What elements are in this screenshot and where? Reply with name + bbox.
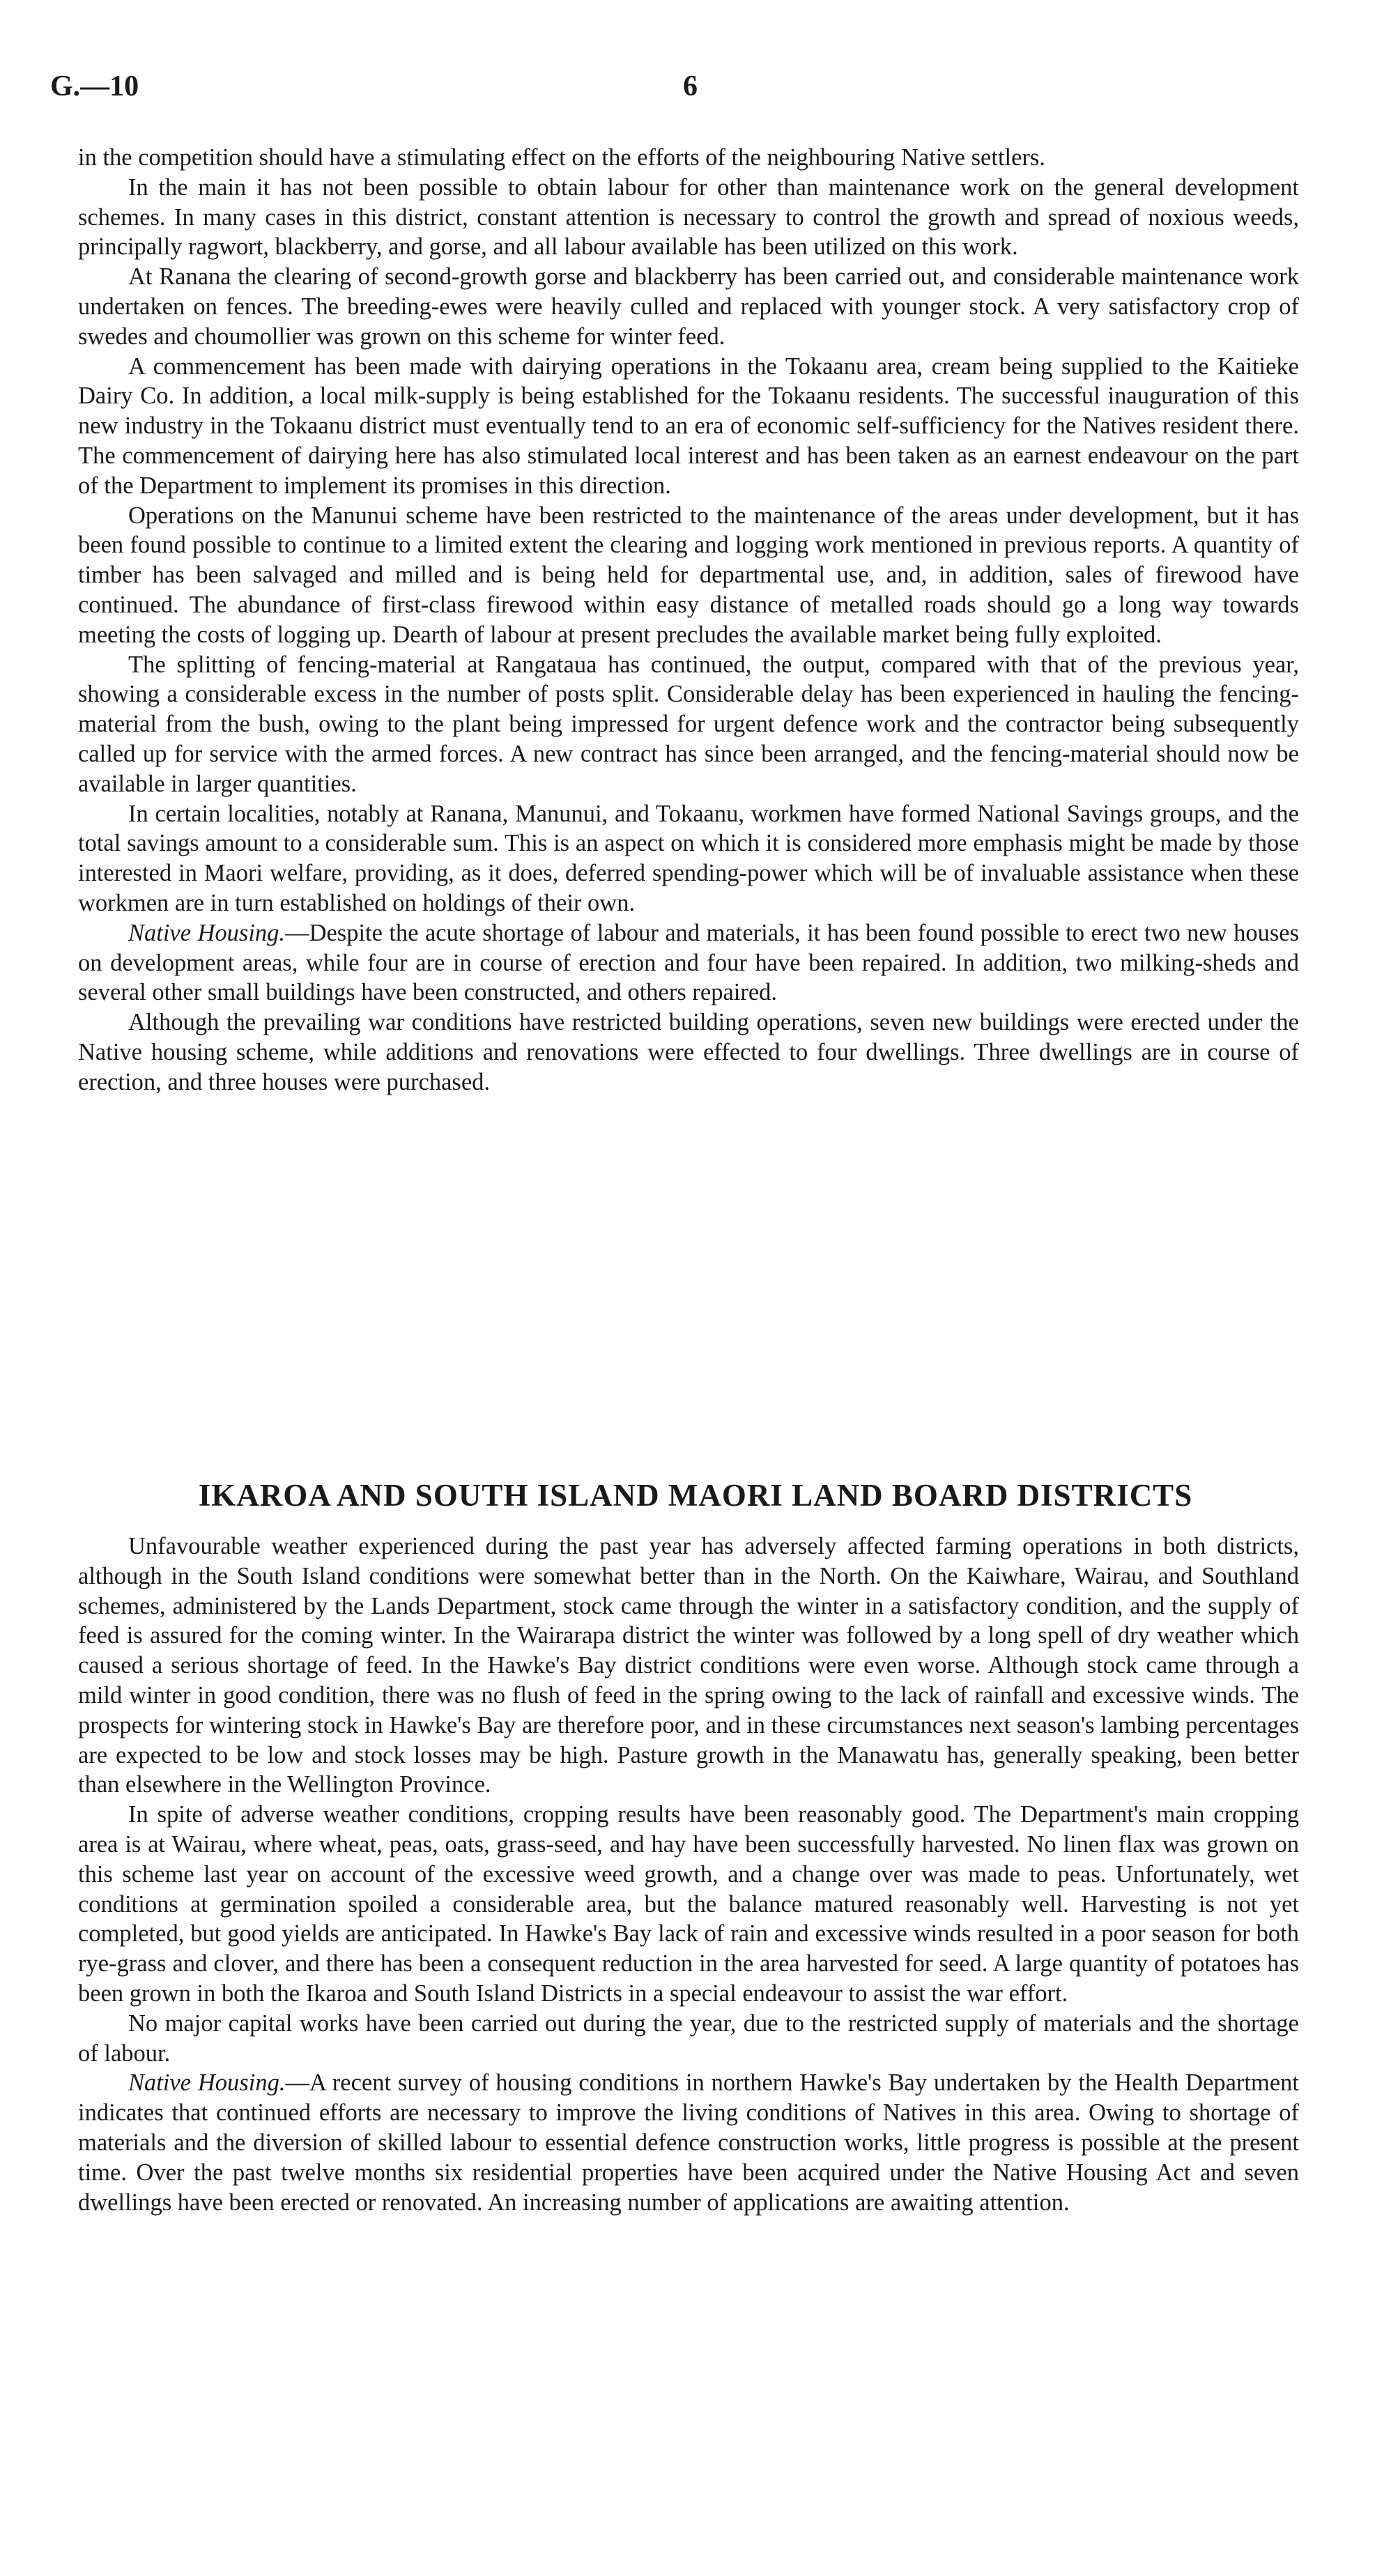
page-header — [50, 70, 1341, 111]
section-heading: IKAROA AND SOUTH ISLAND MAORI LAND BOARD DISTRICTS — [198, 1478, 1193, 1513]
section-ikaroa-south-island — [78, 1532, 1299, 2217]
paragraph: Operations on the Manunui scheme have been restricted to the maintenance of the areas under development, but it has been found possible to continue to a limited extent the clearing and logging work mentioned in previous reports. A quantity of timber has been salvaged and milled and is being held for departmental use, and, in addition, sales of firewood have continued. The abundance of first-class firewood within easy distance of metalled roads should go a long way towards meeting the costs of logging up. Dearth of labour at present precludes the available market being fully exploited. — [78, 502, 1299, 648]
paragraph: Unfavourable weather experienced during the past year has adversely affected farming operations in both districts, although in the South Island conditions were somewhat better than in the North. On the Kaiwhare, Wairau, and Southland schemes, administered by the Lands Department, stock came through the winter in a satisfactory condition, and the supply of feed is assured for the coming winter. In the Wairarapa district the winter was followed by a long spell of dry weather which caused a serious shortage of feed. In the Hawke's Bay district conditions were even worse. Although stock came through a mild winter in good condition, there was no flush of feed in the spring owing to the lack of rainfall and excessive winds. The prospects for wintering stock in Hawke's Bay are therefore poor, and in these circumstances next season's lambing percentages are expected to be low and stock losses may be high. Pasture growth in the Manawatu has, generally speaking, been better than elsewhere in the Wellington Province. — [78, 1533, 1299, 1798]
paragraph: At Ranana the clearing of second-growth gorse and blackberry has been carried out, and considerable maintenance work undertaken on fences. The breeding-ewes were heavily culled and replaced with younger stock. A very satisfactory crop of swedes and choumollier was grown on this scheme for winter feed. — [78, 263, 1299, 350]
paragraph: In the main it has not been possible to obtain labour for other than maintenance work on the general development schemes. In many cases in this district, constant attention is necessary to control the growth and spread of noxious weeds, principally ragwort, blackberry, and gorse, and all labour available has been utilized on this work. — [78, 173, 1299, 261]
paragraph: In certain localities, notably at Ranana, Manunui, and Tokaanu, workmen have formed National Savings groups, and the total savings amount to a considerable sum. This is an aspect on which it is considered more emphasis might be made by those interested in Maori welfare, providing, as it does, deferred spending-power which will be of invaluable assistance when these workmen are in turn established on holdings of their own. — [78, 800, 1299, 916]
run-in-heading: Native Housing. — [128, 919, 286, 946]
paragraph-native-housing: Native Housing.—Despite the acute shortage of labour and materials, it has been found possible to erect two new houses on development areas, while four are in course of erection and four have been repaired. In addition, two milking-sheds and several other small buildings have been constructed, and others repaired. — [78, 919, 1299, 1006]
paragraph-native-housing: Native Housing.—A recent survey of housing conditions in northern Hawke's Bay undertaken by the Health Department indicates that continued efforts are necessary to improve the living conditions of Natives in this area. Owing to shortage of materials and the diversion of skilled labour to essential defence construction works, little progress is possible at the present time. Over the past twelve months six residential properties have been acquired under the Native Housing Act and seven dwellings have been erected or renovated. An increasing number of applications are awaiting attention. — [78, 2069, 1299, 2216]
paragraph: In spite of adverse weather conditions, cropping results have been reasonably good. The Department's main cropping area is at Wairau, where wheat, peas, oats, grass-seed, and hay have been successfully harvested. No linen flax was grown on this scheme last year on account of the excessive weed growth, and a change over was made to peas. Unfortunately, wet conditions at germination spoiled a considerable area, but the balance matured reasonably well. Harvesting is not yet completed, but good yields are anticipated. In Hawke's Bay lack of rain and excessive winds resulted in a poor season for both rye-grass and clover, and there has been a consequent reduction in the area harvested for seed. A large quantity of potatoes has been grown in both the Ikaroa and South Island Districts in a special endeavour to assist the war effort. — [78, 1801, 1299, 2007]
paragraph: Although the prevailing war conditions have restricted building operations, seven new buildings were erected under the Native housing scheme, while additions and renovations were effected to four dwellings. Three dwellings are in course of erection, and three houses were purchased. — [78, 1009, 1299, 1095]
page-number: 6 — [683, 70, 698, 102]
paragraph: The splitting of fencing-material at Rangataua has continued, the output, compared with that of the previous year, showing a considerable excess in the number of posts split. Considerable delay has been experienced in hauling the fencing-material from the bush, owing to the plant being impressed for urgent defence work and the contractor being subsequently called up for service with the armed forces. A new contract has since been arranged, and the fencing-material should now be available in larger quantities. — [78, 651, 1299, 797]
run-in-heading: Native Housing. — [128, 2069, 286, 2097]
paragraph: A commencement has been made with dairying operations in the Tokaanu area, cream being supplied to the Kaitieke Dairy Co. In addition, a local milk-supply is being established for the Tokaanu residents. The successful inauguration of this new industry in the Tokaanu district must eventually tend to an era of economic self-sufficiency for the Natives resident there. The commencement of dairying here has also stimulated local interest and has been taken as an earnest endeavour on the part of the Department to implement its promises in this direction. — [78, 353, 1299, 499]
paragraph: in the competition should have a stimulating effect on the efforts of the neighbouring Native settlers. — [78, 144, 1045, 171]
document-reference: G.—10 — [50, 70, 139, 102]
paragraph: No major capital works have been carried out during the year, due to the restricted supply of materials and the shortage of labour. — [78, 2010, 1299, 2067]
section-tokaanu-district — [78, 143, 1299, 1097]
